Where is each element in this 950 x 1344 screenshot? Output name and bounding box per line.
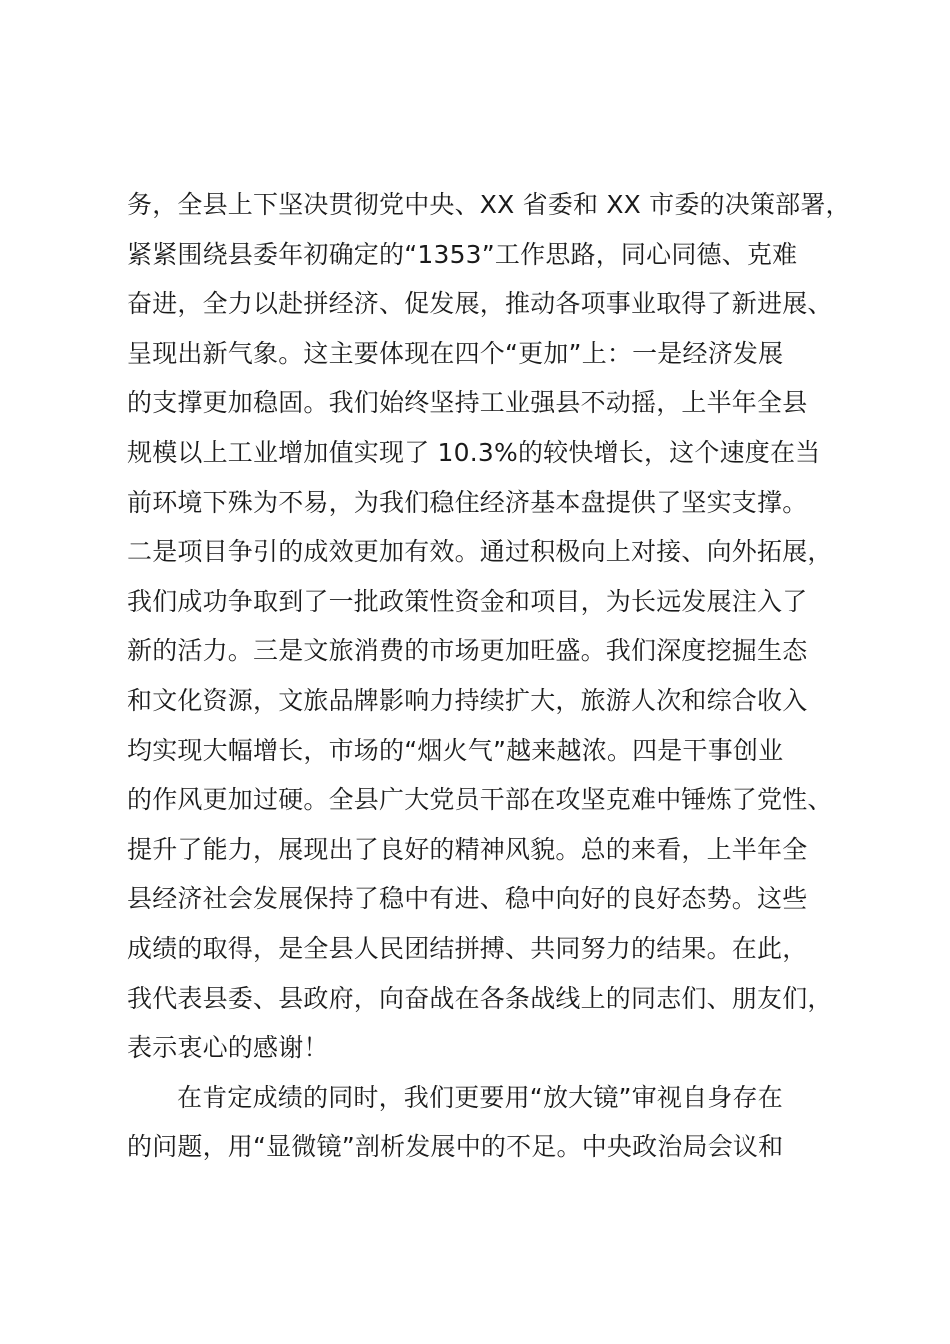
text-line: 提升了能力，展现出了良好的精神风貌。总的来看，上半年全	[127, 834, 808, 864]
text-line: 的支撑更加稳固。我们始终坚持工业强县不动摇，上半年全县	[127, 388, 808, 418]
text-line: 表示衷心的感谢！	[127, 1033, 329, 1063]
paragraph-first-line: 在肯定成绩的同时，我们更要用“放大镜”审视自身存在	[177, 1082, 783, 1112]
text-line: 呈现出新气象。这主要体现在四个“更加”上：一是经济发展	[127, 338, 784, 368]
text-line: 成绩的取得，是全县人民团结拼搏、共同努力的结果。在此，	[127, 933, 808, 963]
text-line: 紧紧围绕县委年初确定的“1353”工作思路，同心同德、克难	[127, 239, 798, 269]
text-line: 前环境下殊为不易，为我们稳住经济基本盘提供了坚实支撑。	[127, 487, 808, 517]
text-line: 奋进，全力以赴拼经济、促发展，推动各项事业取得了新进展、	[127, 289, 833, 319]
text-line: 二是项目争引的成效更加有效。通过积极向上对接、向外拓展，	[127, 537, 833, 567]
text-line: 务，全县上下坚决贯彻党中央、XX 省委和 XX 市委的决策部署，	[127, 190, 851, 219]
text-line: 的作风更加过硬。全县广大党员干部在攻坚克难中锤炼了党性、	[127, 785, 833, 815]
text-line: 均实现大幅增长，市场的“烟火气”越来越浓。四是干事创业	[127, 735, 784, 765]
text-line: 的问题，用“显微镜”剖析发展中的不足。中央政治局会议和	[127, 1132, 784, 1162]
body-text	[127, 180, 867, 1172]
text-line: 新的活力。三是文旅消费的市场更加旺盛。我们深度挖掘生态	[127, 636, 808, 666]
text-line: 我代表县委、县政府，向奋战在各条战线上的同志们、朋友们，	[127, 983, 833, 1013]
text-line: 我们成功争取到了一批政策性资金和项目，为长远发展注入了	[127, 586, 808, 616]
text-line: 县经济社会发展保持了稳中有进、稳中向好的良好态势。这些	[127, 884, 808, 914]
text-line: 规模以上工业增加值实现了 10.3%的较快增长，这个速度在当	[127, 437, 821, 467]
text-line: 和文化资源，文旅品牌影响力持续扩大，旅游人次和综合收入	[127, 685, 808, 715]
